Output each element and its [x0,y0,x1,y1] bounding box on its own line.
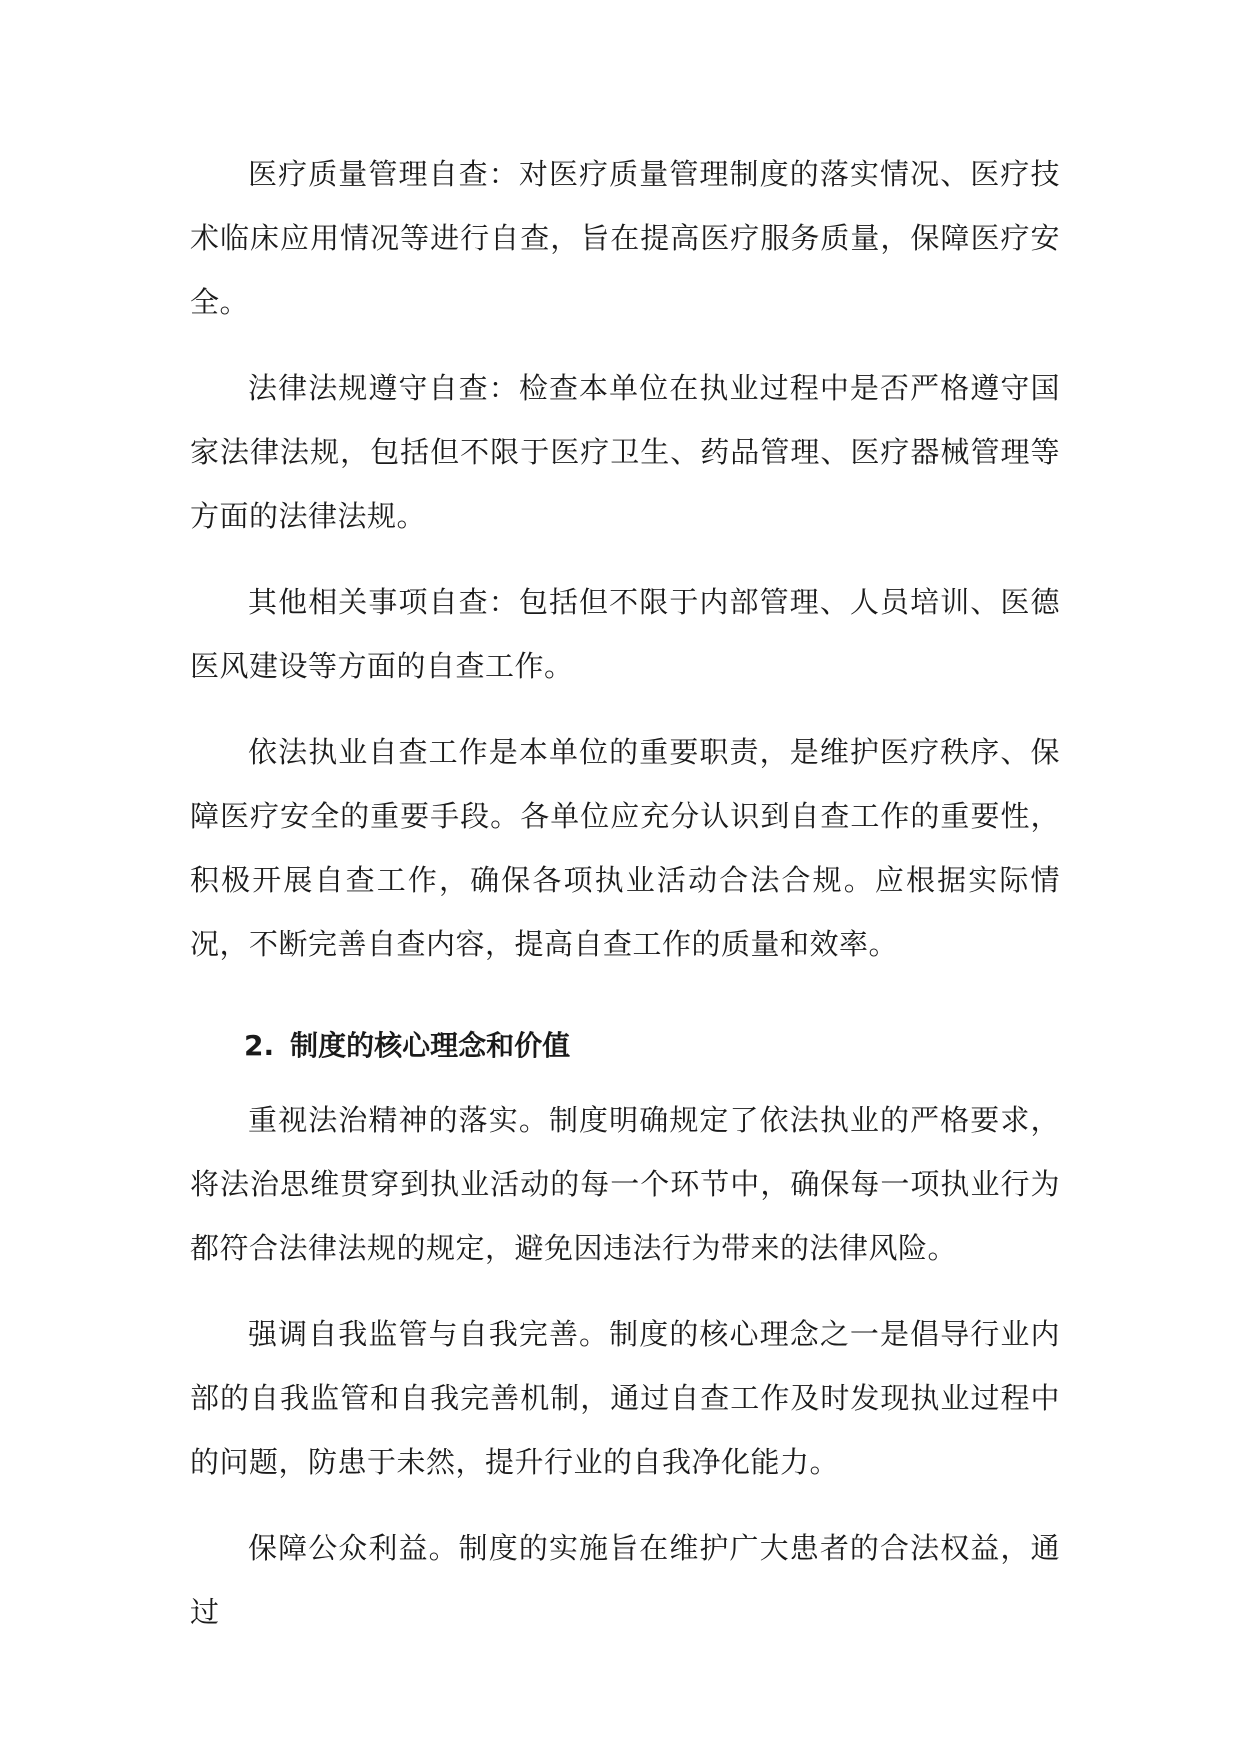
section-heading [190,1014,1060,1078]
section-title: 制度的核心理念和价值 [290,1029,571,1062]
paragraph-rule-of-law: 重视法治精神的落实。制度明确规定了依法执业的严格要求，将法治思维贯穿到执业活动的每一个环节中，确保每一项执业行为都符合法律法规的规定，避免因违法行为带来的法律风险。 [190,1103,1060,1265]
paragraph-medical-quality-selfcheck: 医疗质量管理自查：对医疗质量管理制度的落实情况、医疗技术临床应用情况等进行自查，旨在提高医疗服务质量，保障医疗安全。 [190,157,1060,319]
paragraph-public-interest: 保障公众利益。制度的实施旨在维护广大患者的合法权益，通过 [190,1531,1060,1629]
document-body [190,142,1060,1666]
paragraph-self-supervision: 强调自我监管与自我完善。制度的核心理念之一是倡导行业内部的自我监管和自我完善机制，通过自查工作及时发现执业过程中的问题，防患于未然，提升行业的自我净化能力。 [190,1317,1060,1479]
section-number: 2. [244,1029,275,1062]
paragraph-other-matters-selfcheck: 其他相关事项自查：包括但不限于内部管理、人员培训、医德医风建设等方面的自查工作。 [190,585,1060,683]
paragraph-law-compliance-selfcheck: 法律法规遵守自查：检查本单位在执业过程中是否严格遵守国家法律法规，包括但不限于医疗卫生、药品管理、医疗器械管理等方面的法律法规。 [190,371,1060,533]
paragraph-selfcheck-importance: 依法执业自查工作是本单位的重要职责，是维护医疗秩序、保障医疗安全的重要手段。各单位应充分认识到自查工作的重要性，积极开展自查工作，确保各项执业活动合法合规。应根据实际情况，不断完善自查内容，提高自查工作的质量和效率。 [190,735,1060,961]
